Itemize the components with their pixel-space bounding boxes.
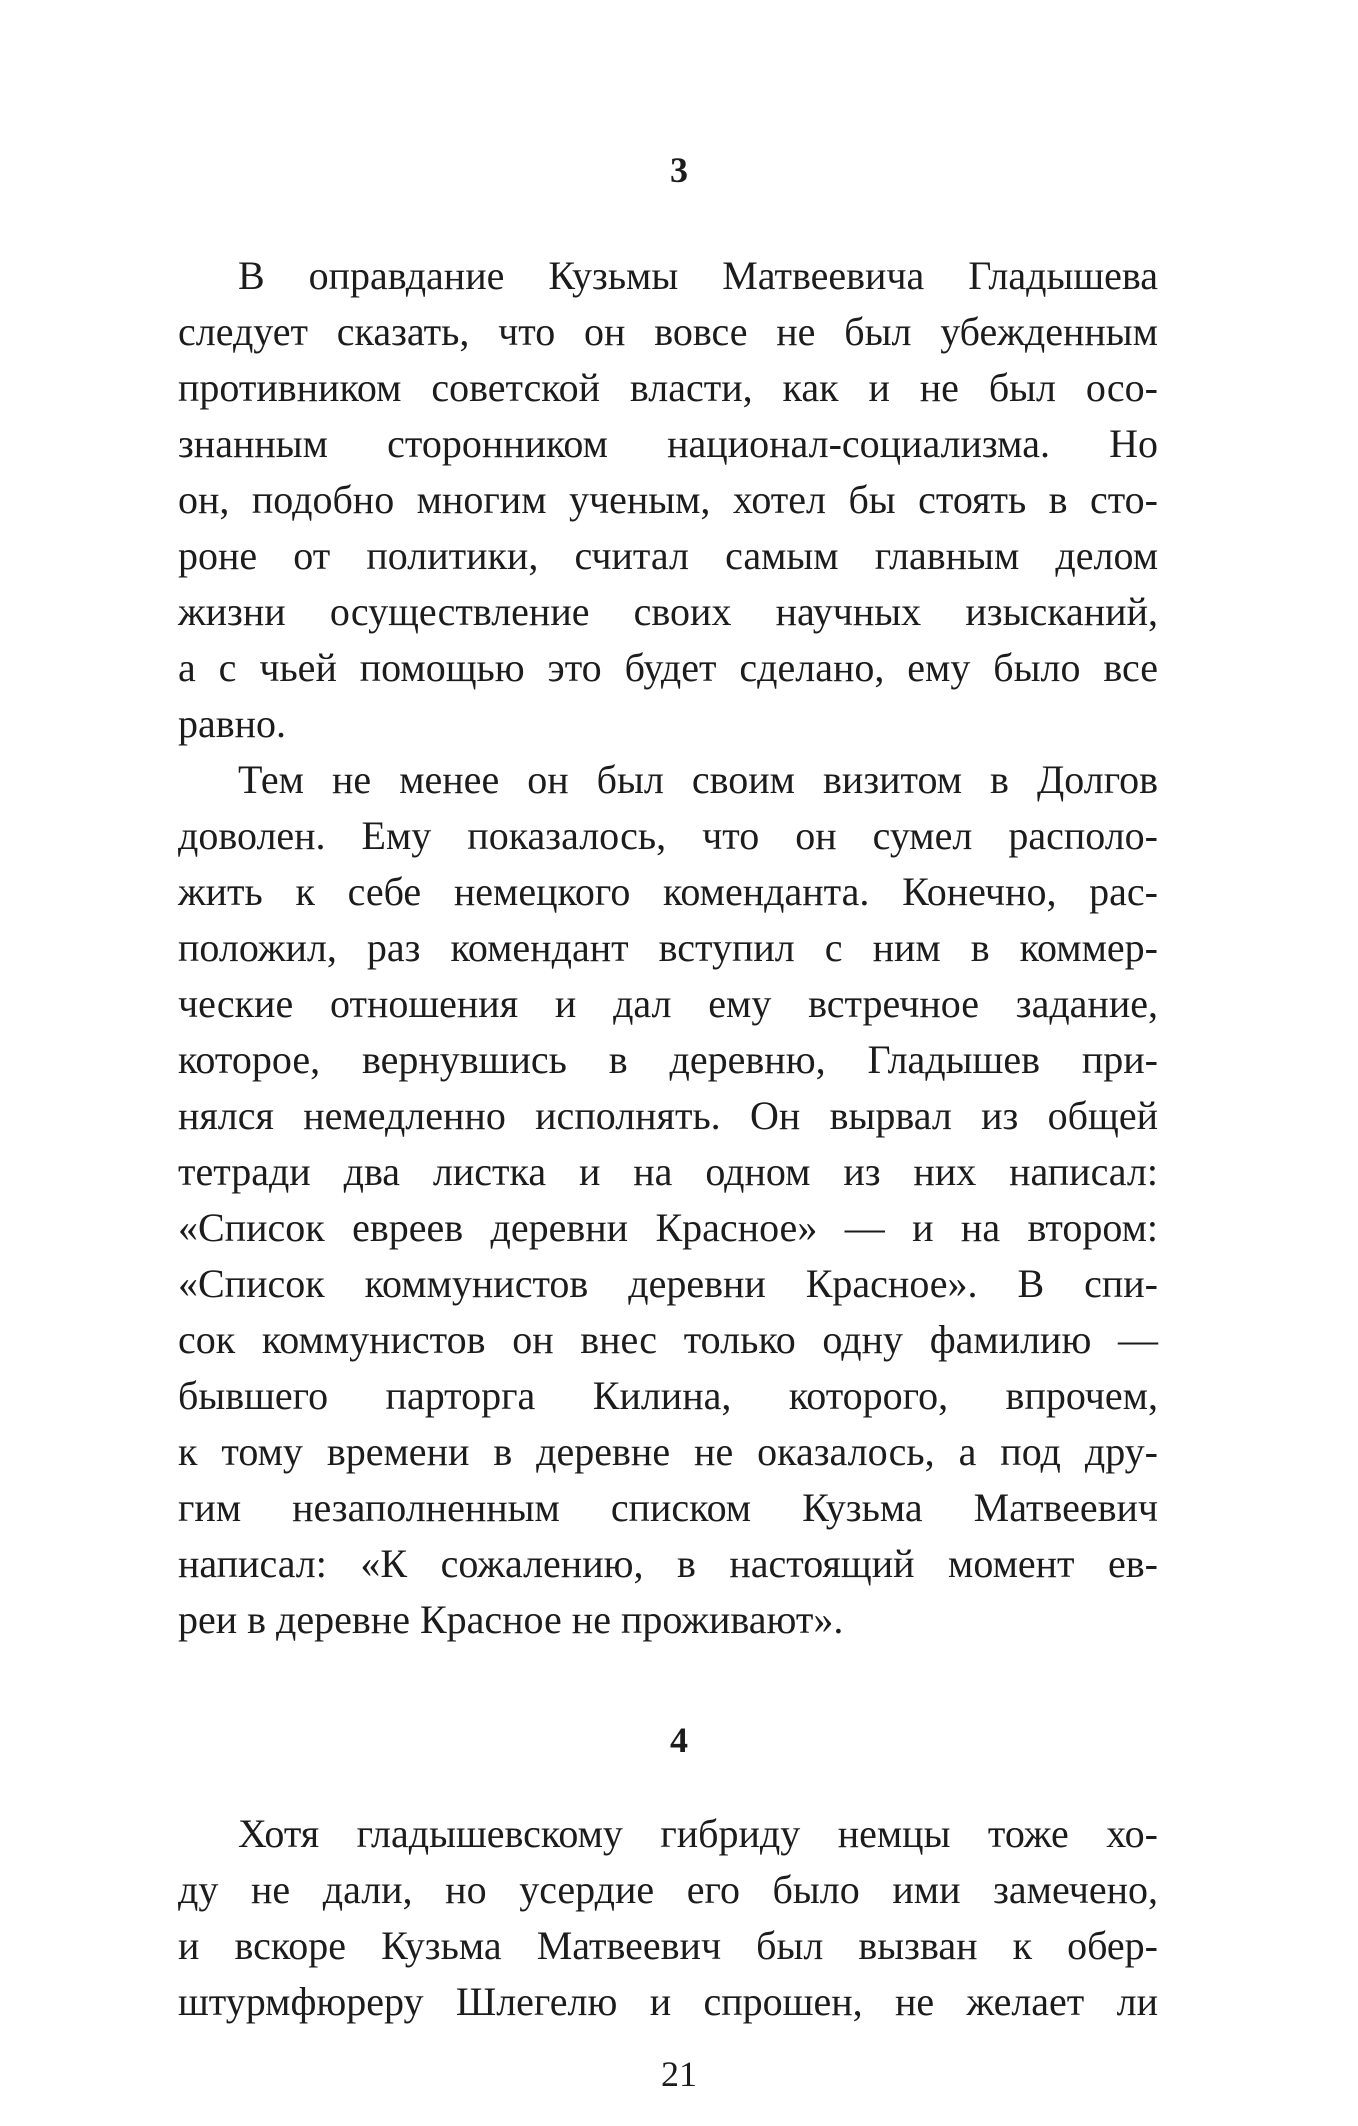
text-line: бывшего парторга Килина, которого, впрочем, [178, 1373, 1158, 1418]
section-number-3: 3 [670, 150, 688, 190]
text-line: а с чьей помощью это будет сделано, ему было все [178, 645, 1158, 690]
text-line: написал: «К сожалению, в настоящий момент ев- [178, 1541, 1158, 1586]
text-line: жизни осуществление своих научных изысканий, [178, 589, 1158, 634]
text-line: доволен. Ему показалось, что он сумел располо- [178, 813, 1158, 858]
text-line: жить к себе немецкого коменданта. Конечно, рас- [178, 869, 1158, 914]
text-line: «Список евреев деревни Красное» — и на втором: [178, 1205, 1158, 1250]
text-line: Хотя гладышевскому гибриду немцы тоже хо- [238, 1811, 1158, 1856]
text-line: противником советской власти, как и не был осо- [178, 365, 1158, 410]
text-line: гим незаполненным списком Кузьма Матвеевич [178, 1485, 1158, 1530]
text-line: равно. [178, 701, 287, 746]
text-line: тетради два листка и на одном из них написал: [178, 1149, 1158, 1194]
text-line: знанным сторонником национал-социализма. Но [178, 421, 1158, 466]
text-line: В оправдание Кузьмы Матвеевича Гладышева [238, 253, 1158, 298]
text-line: «Список коммунистов деревни Красное». В спи- [178, 1261, 1158, 1306]
text-line: роне от политики, считал самым главным делом [178, 533, 1158, 578]
text-line: реи в деревне Красное не проживают». [178, 1597, 844, 1642]
text-line: и вскоре Кузьма Матвеевич был вызван к обер- [178, 1923, 1158, 1968]
section-number-4: 4 [670, 1720, 688, 1760]
text-line: сок коммунистов он внес только одну фамилию — [178, 1317, 1158, 1362]
text-line: которое, вернувшись в деревню, Гладышев при- [178, 1037, 1158, 1082]
text-line: к тому времени в деревне не оказалось, а под дру- [178, 1429, 1158, 1474]
text-line: положил, раз комендант вступил с ним в коммер- [178, 925, 1158, 970]
text-line: Тем не менее он был своим визитом в Долгов [238, 757, 1158, 802]
text-line: следует сказать, что он вовсе не был убежденным [178, 309, 1158, 354]
text-line: ческие отношения и дал ему встречное задание, [178, 981, 1158, 1026]
text-line: он, подобно многим ученым, хотел бы стоять в сто- [178, 477, 1158, 522]
page-number: 21 [661, 2054, 697, 2094]
text-line: ду не дали, но усердие его было ими замечено, [178, 1867, 1158, 1912]
text-line: нялся немедленно исполнять. Он вырвал из общей [178, 1093, 1158, 1138]
text-line: штурмфюреру Шлегелю и спрошен, не желает ли [178, 1979, 1158, 2024]
